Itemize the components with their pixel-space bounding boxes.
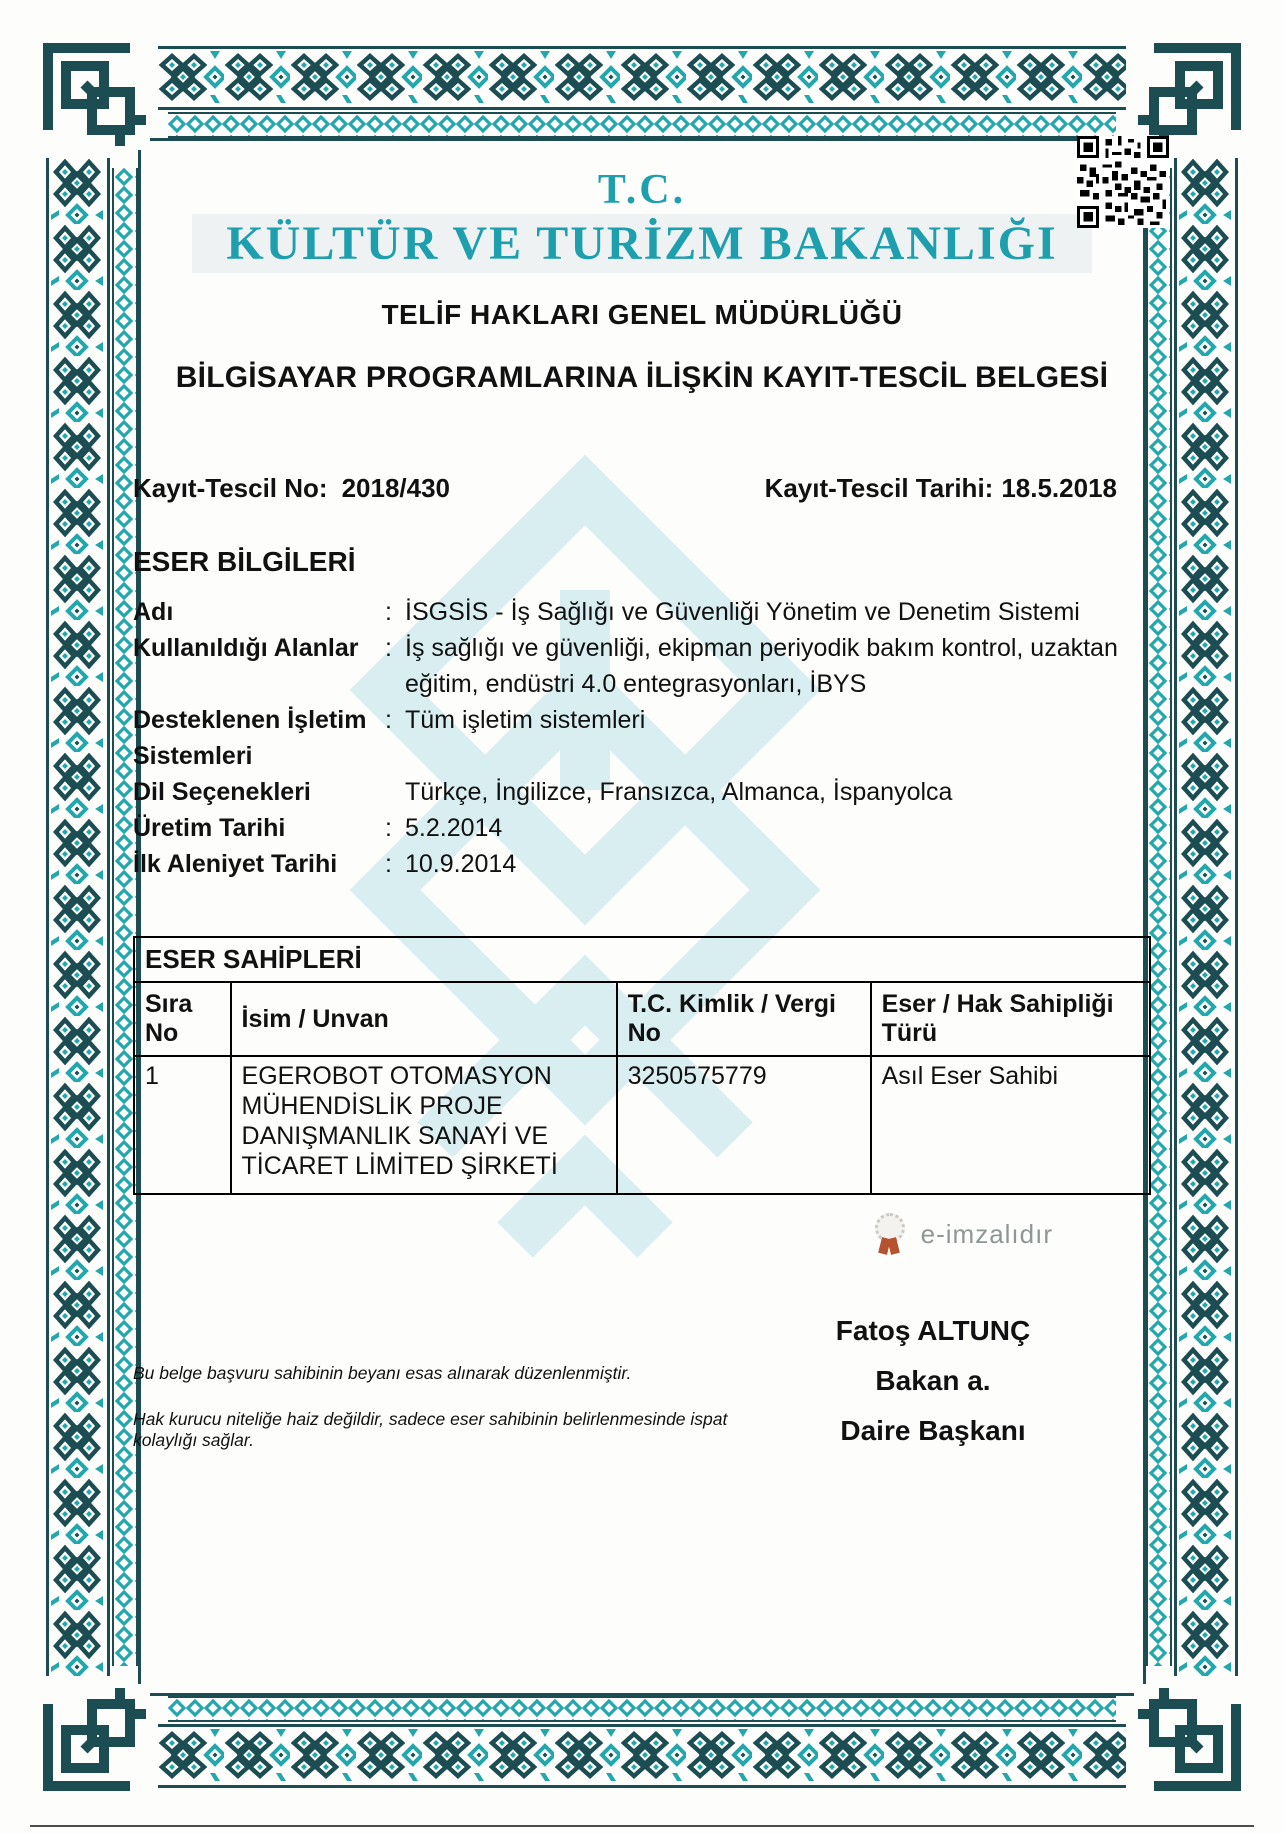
signature-block bbox=[743, 1315, 1123, 1465]
field-separator: : bbox=[385, 814, 392, 843]
esign-seal-icon bbox=[871, 1211, 911, 1257]
border-top-zigzag-band bbox=[168, 112, 1116, 138]
cell-isim-unvan: EGEROBOT OTOMASYON MÜHENDİSLİK PROJE DANIŞMANLIK SANAYİ VE TİCARET LİMİTED ŞİRKETİ bbox=[231, 1056, 617, 1194]
cell-sira-no: 1 bbox=[134, 1056, 231, 1194]
registration-date-label: Kayıt-Tescil Tarihi: bbox=[764, 473, 994, 504]
page-title-ministry: KÜLTÜR VE TURİZM BAKANLIĞI bbox=[192, 214, 1091, 273]
border-top-knot-band bbox=[158, 46, 1126, 110]
field-label: Dil Seçenekleri bbox=[133, 778, 311, 807]
registration-date-value: 18.5.2018 bbox=[1001, 473, 1117, 504]
page-title-band bbox=[133, 214, 1151, 273]
field-value: İSGSİS - İş Sağlığı ve Güvenliği Yönetim ve Denetim Sistemi bbox=[405, 598, 1080, 627]
field-row-production-date bbox=[133, 810, 1151, 846]
scan-edge-line bbox=[30, 1825, 1254, 1827]
border-top-inner-line bbox=[150, 138, 1134, 141]
field-separator: : bbox=[385, 850, 392, 879]
table-row bbox=[134, 1056, 1150, 1194]
field-row-first-publication-date bbox=[133, 846, 1151, 882]
footnote-2: Hak kurucu niteliğe haiz değildir, sadece eser sahibinin belirlenmesinde ispat kolaylığı sağlar. bbox=[133, 1409, 728, 1451]
document-title: BİLGİSAYAR PROGRAMLARINA İLİŞKİN KAYIT-TESCİL BELGESİ bbox=[175, 361, 1109, 395]
qr-code bbox=[1077, 136, 1169, 228]
field-separator bbox=[385, 774, 405, 810]
corner-knot-icon bbox=[34, 1688, 146, 1800]
footnote-1: Bu belge başvuru sahibinin beyanı esas alınarak düzenlenmiştir. bbox=[133, 1363, 632, 1384]
registration-no-label: Kayıt-Tescil No: bbox=[133, 473, 328, 504]
field-separator: : bbox=[385, 634, 392, 663]
work-info-fields bbox=[133, 594, 1151, 882]
field-label: Üretim Tarihi bbox=[133, 814, 286, 843]
section-title-work-info: ESER BİLGİLERİ bbox=[133, 546, 356, 578]
signature-and-footnotes bbox=[133, 1315, 1151, 1476]
border-bottom-inner-line bbox=[150, 1693, 1134, 1696]
owners-table bbox=[133, 936, 1151, 1195]
border-bottom-knot-band bbox=[158, 1724, 1126, 1788]
column-header-hak-sahipligi: Eser / Hak Sahipliği Türü bbox=[871, 982, 1150, 1056]
border-bottom-zigzag-band bbox=[168, 1696, 1116, 1722]
field-label: Adı bbox=[133, 598, 174, 627]
cell-kimlik-vergi-no: 3250575779 bbox=[617, 1056, 871, 1194]
field-value: Tüm işletim sistemleri bbox=[405, 706, 646, 735]
corner-knot-icon bbox=[1138, 34, 1250, 146]
border-left-knot-band bbox=[46, 158, 110, 1676]
field-value: 5.2.2014 bbox=[405, 814, 503, 843]
corner-knot-icon bbox=[1138, 1688, 1250, 1800]
certificate-content bbox=[133, 142, 1151, 1684]
field-row-usage-areas bbox=[133, 630, 1151, 702]
esign-badge bbox=[133, 1211, 1151, 1257]
column-header-sira-no: Sıra No bbox=[134, 982, 231, 1056]
signature-acting: Bakan a. bbox=[875, 1365, 991, 1397]
field-label: İlk Aleniyet Tarihi bbox=[133, 850, 338, 879]
page-title-tc: T.C. bbox=[597, 167, 687, 213]
registration-no-value: 2018/430 bbox=[341, 473, 451, 504]
corner-knot-icon bbox=[34, 34, 146, 146]
field-value: Türkçe, İngilizce, Fransızca, Almanca, İspanyolca bbox=[405, 778, 953, 807]
field-value: İş sağlığı ve güvenliği, ekipman periyodik bakım kontrol, uzaktan eğitim, endüstri 4.0 entegrasyonları, İBYS bbox=[405, 634, 1118, 699]
border-right-knot-band bbox=[1174, 158, 1238, 1676]
signature-title: Daire Başkanı bbox=[840, 1415, 1026, 1447]
column-header-kimlik-vergi-no: T.C. Kimlik / Vergi No bbox=[617, 982, 871, 1056]
cell-hak-sahipligi: Asıl Eser Sahibi bbox=[871, 1056, 1150, 1194]
field-separator: : bbox=[385, 598, 392, 627]
field-row-languages bbox=[133, 774, 1151, 810]
column-header-isim-unvan: İsim / Unvan bbox=[231, 982, 617, 1056]
field-separator: : bbox=[385, 706, 392, 735]
field-value: 10.9.2014 bbox=[405, 850, 517, 879]
owners-table-title: ESER SAHİPLERİ bbox=[134, 937, 1150, 982]
registration-row bbox=[133, 473, 1151, 504]
signature-name: Fatoş ALTUNÇ bbox=[835, 1315, 1031, 1347]
field-row-supported-os bbox=[133, 702, 1151, 774]
field-label: Desteklenen İşletim Sistemleri bbox=[133, 706, 367, 771]
footnotes bbox=[133, 1315, 743, 1476]
subtitle-directorate: TELİF HAKLARI GENEL MÜDÜRLÜĞÜ bbox=[381, 299, 903, 331]
field-row-name bbox=[133, 594, 1151, 630]
field-label: Kullanıldığı Alanlar bbox=[133, 634, 359, 663]
esign-label: e-imzalıdır bbox=[920, 1218, 1053, 1249]
